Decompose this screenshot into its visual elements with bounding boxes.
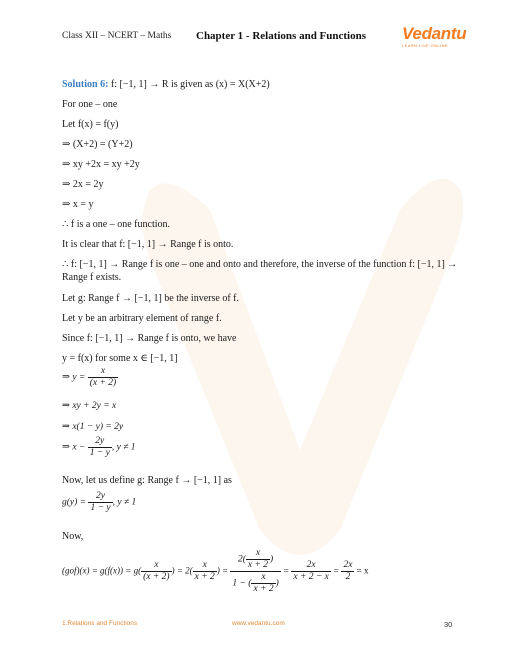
text-line: Let g: Range f → [−1, 1] be the inverse of f. bbox=[62, 293, 239, 304]
solution-intro: f: [−1, 1] → R is given as (x) = X(X+2) bbox=[108, 79, 270, 90]
equation-x-of-y: ⇒ x − $\frac{2y}{1 - y}$ , y ≠ 1 bbox=[62, 436, 136, 458]
chapter-title: Chapter 1 - Relations and Functions bbox=[196, 30, 367, 42]
text-line: Since f: [−1, 1] → Range f is onto, we have bbox=[62, 333, 237, 344]
fraction: $\frac{x}{x + 2}$ bbox=[194, 560, 215, 582]
equation-y-of-x: ⇒ y = $\frac{x}{(x + 2)}$ bbox=[62, 366, 117, 388]
text-line: Let f(x) = f(y) bbox=[62, 119, 119, 130]
footer-chapter: 1.Relations and Functions bbox=[62, 620, 138, 627]
solution-heading bbox=[62, 78, 270, 91]
footer-website-link[interactable]: www.vedantu.com bbox=[232, 620, 285, 627]
fraction: $\frac{2x}{x + 2 - x}$ bbox=[293, 560, 329, 582]
text-line: ∴ f: [−1, 1] → Range f is one – one and onto and therefore, the inverse of the function f: [−1, 1] → Range f exists. bbox=[62, 259, 458, 283]
text-line: ⇒ xy +2x = xy +2y bbox=[62, 159, 140, 170]
fraction: $\frac{x}{(x + 2)}$ bbox=[89, 366, 117, 388]
text-line: Let y be an arbitrary element of range f. bbox=[62, 313, 222, 324]
logo-wordmark: Vedantu bbox=[402, 24, 467, 43]
equation-line: ⇒ xy + 2y = x bbox=[62, 401, 117, 411]
page-header bbox=[0, 0, 510, 60]
text-line: For one – one bbox=[62, 99, 118, 110]
text-line: It is clear that f: [−1, 1] → Range f is onto. bbox=[62, 239, 234, 250]
equation-line: ⇒ x(1 − y) = 2y bbox=[62, 422, 124, 432]
fraction: $\frac{2x}{2}$ bbox=[343, 560, 353, 582]
text-line: y = f(x) for some x ∈ [−1, 1] bbox=[62, 353, 178, 364]
text-line: Now, let us define g: Range f → [−1, 1] as bbox=[62, 475, 232, 486]
class-label: Class XII – NCERT – Maths bbox=[62, 31, 172, 41]
page-number: 30 bbox=[444, 620, 453, 629]
text-line: ⇒ x = y bbox=[62, 199, 94, 210]
text-line: ⇒ (X+2) = (Y+2) bbox=[62, 139, 133, 150]
logo-tagline: LEARN LIVE ONLINE bbox=[402, 43, 448, 48]
page-footer bbox=[0, 620, 510, 640]
equation-gof: (gof)(x) = g(f(x)) = g( $\frac{x}{(x + 2)}$ ) = 2( $\frac{x}{x + 2}$ ) = 2( $\frac{x}{x + 2}$ ) 1 − ( $\frac{x}{x + 2}$ ) = $\frac{2x}{x + 2 - x}$ = $\frac{2x}{2}$ = x bbox=[62, 548, 369, 594]
compound-fraction: 2( $\frac{x}{x + 2}$ ) 1 − ( $\frac{x}{x + 2}$ ) bbox=[232, 548, 279, 594]
equation-g-of-y: g(y) = $\frac{2y}{1 - y}$ , y ≠ 1 bbox=[62, 491, 137, 513]
text-line: Now, bbox=[62, 531, 84, 542]
text-line: ∴ f is a one – one function. bbox=[62, 219, 171, 230]
fraction: $\frac{2y}{1 - y}$ bbox=[90, 491, 111, 513]
solution-label: Solution 6: bbox=[62, 79, 109, 90]
text-line: ⇒ 2x = 2y bbox=[62, 179, 104, 190]
fraction: $\frac{x}{(x + 2)}$ bbox=[143, 560, 170, 582]
fraction: $\frac{2y}{1 - y}$ bbox=[89, 436, 110, 458]
vedantu-logo bbox=[402, 24, 467, 52]
